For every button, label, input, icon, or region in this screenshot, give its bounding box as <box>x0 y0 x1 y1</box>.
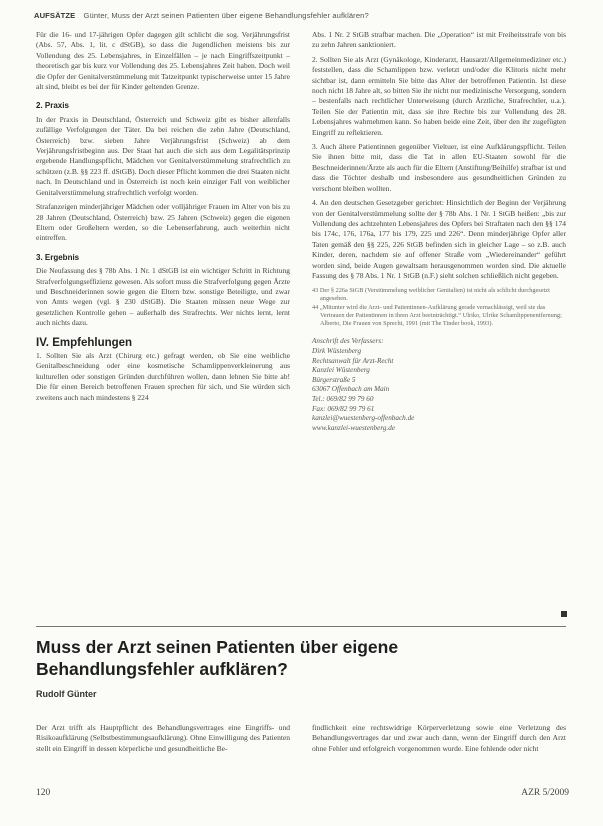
article-title <box>36 636 546 680</box>
recommendation-2: 2. Sollten Sie als Arzt (Gynäkologe, Kinderarzt, Hausarzt/Allgemeinmediziner etc.) feststellen, dass die Schamlippen bzw. verletzt und/oder die Klitoris nicht mehr sichtbar ist, dann ermitteln Sie bitte das Alter der betroffenen Patientin. Ist diese noch nicht 18 Jahre alt, so bitten Sie ihr nicht nur medizinische Versorgung, sondern – bestenfalls nach rechtlicher Unterweisung (durch Ärztliche, Strafrechtler, u.a.). Teilen Sie der Patientin mit, dass sie ihre Rechte bis zur Vollendung des 28. Lebensjahres wahrnehmen kann. So haben beide eine Zeit, über den ihr zugefügten Eingriff zu reflektieren. <box>312 54 566 137</box>
right-column <box>312 30 566 433</box>
address-website[interactable]: www.kanzlei-wuestenberg.de <box>312 423 396 432</box>
address-email[interactable]: kanzlei@wuestenberg-offenbach.de <box>312 414 415 423</box>
article-title-line-1: Muss der Arzt seinen Patienten über eigene <box>36 637 399 657</box>
footnotes <box>312 287 566 328</box>
recommendation-4: 4. An den deutschen Gesetzgeber gerichtet: Hinsichtlich der Beginn der Verjährung von der Genitalverstümmelung sollte der § 78b Abs. 1 Nr. 1 StGB heißen: „bis zur Vollendung des achtzehnten Lebensjahres des Opfers bei Straftaten nach den §§ 174 bis 174c, 176, 176a, 177 bis 179, 225 und 226“. Denn minderjährige Opfer aller Taten gemäß den §§ 225, 226 StGB befinden sich in gleicher Lage – so z.B. auch Kinder, deren, nachdem sie auf offener Straße vom „Wiedereinander“ geführt worden sind, beide Augen gewaltsam herausgenommen worden sind. Die aktuelle Fassung des § 78 Abs. 1 Nr. 1 StGB (n.F.) sieht solchen schließlich nicht gegeben. <box>312 198 566 280</box>
article-right-text: findlichkeit eine rechtswidrige Körperverletzung sowie eine Verletzung des Behandlungsvertrages dar und zwar auch dann, wenn der Eingriff durch den Arzt ohne Fehler und erfolgreich vorgenommen wurde. Eine fehlende oder nicht <box>312 723 566 753</box>
address-phone: Tel.: 069/82 99 79 60 <box>312 394 374 403</box>
footnote-43: 43 Der § 226a StGB (Verstümmelung weiblicher Genitalien) ist nicht als schlicht durchgesetzt angesehen. <box>312 287 550 303</box>
article-left-column <box>36 723 290 754</box>
section-2-paragraph-1: In der Praxis in Deutschland, Österreich und Schweiz gibt es bisher allenfalls zufällige Verfolgungen der Täter. Da bei reichen die zehn Jahre (Deutschland, Österreich) bzw. sieben Jahre Verjährungsfrist (Schweiz) ab dem Verjährungsfristbeginn aus. Der Staat hat auch die sich aus dem Legalitätsprinzip ergebende Handlungspflicht, Mädchen vor Genitalverstümmelung strafrechtlich zu schützen (z.B. §§ 223 ff. dStGB). Doch dieser Pflicht kommen die drei Staaten nicht nach. In Deutschland und in Österreich ist noch kein einziger Fall von weiblicher Genitalverstümmelung strafrechtlich verfolgt worden. <box>36 114 290 197</box>
section-tag: AUFSÄTZE <box>34 11 76 20</box>
article-title-line-2: Behandlungsfehler aufklären? <box>36 659 288 679</box>
address-firm: Kanzlei Wüstenberg <box>312 366 370 375</box>
journal-issue: AZR 5/2009 <box>521 788 569 798</box>
right-intro-paragraph: Abs. 1 Nr. 2 StGB strafbar machen. Die „Operation“ ist mit Freiheitsstrafe von bis zu zehn Jahren sanktioniert. <box>312 30 566 50</box>
address-city: 63067 Offenbach am Main <box>312 385 390 394</box>
page-number: 120 <box>36 788 51 798</box>
article-left-text: Der Arzt trifft als Hauptpflicht des Behandlungsvertrages eine Eingriffs- und Risikoaufklärung (Selbstbestimmungsaufklärung). Ohne Einwilligung des Patienten stellt ein Eingriff in dessen körperliche und gesundheitliche Be- <box>36 723 290 753</box>
section-3-paragraph: Die Neufassung des § 78b Abs. 1 Nr. 1 dStGB ist ein wichtiger Schritt in Richtung Strafverfolgungseffizienz gewesen. Als sofort muss die Strafverfolgung gegen Ärzte und Beschneiderinnen sowie gegen die Eltern bzw. sonstige Beteiligte, und zwar von Amts wegen (vgl. § 230 dStGB). Die Staaten müssen neue Wege zur gesetzlichen Kontrolle gehen – außerhalb des Strafrechts. Wer nichts lernt, lernt auch nichts dazu. <box>36 266 290 328</box>
address-fax: Fax: 069/82 99 79 61 <box>312 404 375 413</box>
section-4-heading: IV. Empfehlungen <box>36 336 133 349</box>
author-address <box>312 337 566 433</box>
address-street: Bürgerstraße 5 <box>312 375 356 384</box>
address-title: Rechtsanwalt für Arzt-Recht <box>312 356 394 365</box>
article-right-column <box>312 723 566 754</box>
intro-paragraph: Für die 16- und 17-jährigen Opfer dagegen gilt schlicht die sog. Verjährungsfrist (Abs. 57, Abs. 1, lit. c dStGB), so dass die Jugendlichen meistens bis zur Vollendung des 25. Lebensjahres, in Einzelfällen – je nach Eingriffszeitpunkt – theoretisch gar bis kurz vor Vollendung des 25. Lebensjahres Zeit haben. Doch weil die Opfer der Genitalverstümmelung mit Tatzeitpunkt typischerweise unter 15 Jahre alt sind, bleibt es bei der für Kinder geltenden Grenze. <box>36 30 290 92</box>
section-3-heading: 3. Ergebnis <box>36 252 80 262</box>
footnote-44: 44 „Mitunter wird die Arzt- und Patientinnen-Aufklärung gerade vernachlässigt, weil sie das Vertrauen der Patientinnen in ihren Arzt beeinträchtigt.“ Ulriko, Ulrike Schamlippenentfernung; Alberto, Die Frauen von Sprecht, 1991 (mit The Tinder book, 1993). <box>312 304 562 328</box>
section-2-heading: 2. Praxis <box>36 101 69 111</box>
left-column <box>36 30 290 403</box>
section-4-paragraph: 1. Sollten Sie als Arzt (Chirurg etc.) gefragt werden, ob Sie eine weibliche Genitalbeschneidung oder eine kosmetische Schamlippenverkleinerung aus kulturellen oder sonstigen Gründen durchführen wollen, dann lehnen Sie bitte ab! Die für einen Bereich betroffenen Frauen sprechen für sich, und Sie würden sich zweitens auch nach mindestens § 224 <box>36 350 290 402</box>
recommendation-3: 3. Auch ältere Patientinnen gegenüber Vieltuer, ist eine Aufklärungspflicht. Teilen Sie ihnen bitte mit, dass die Tat in allen EU-Staaten sowohl für die Beschneiderinnen/Ärzte als auch für die Eltern (Anstiftung/Beihilfe) strafbar ist und dass die Töchter deshalb und insbesondere aus gesundheitlichen Gründen zu verschont bleiben wollten. <box>312 142 566 193</box>
address-name: Dirk Wüstenberg <box>312 346 362 355</box>
section-2-paragraph-2: Strafanzeigen minderjähriger Mädchen oder volljähriger Frauen im Alter von bis zu 28 Jahren (Deutschland, Österreich) bzw. 25 Jahren (Schweiz) gegen die eigenen Eltern oder Großeltern werden, so die Lebenserfahrung, auch weiterhin nicht eintreffen. <box>36 202 290 243</box>
address-heading: Anschrift des Verfassers: <box>312 337 384 346</box>
running-head-title: Günter, Muss der Arzt seinen Patienten über eigene Behandlungsfehler aufklären? <box>83 11 369 20</box>
article-author: Rudolf Günter <box>36 689 97 699</box>
article-divider <box>36 626 566 627</box>
end-of-article-mark <box>561 611 567 617</box>
running-head <box>34 11 574 20</box>
